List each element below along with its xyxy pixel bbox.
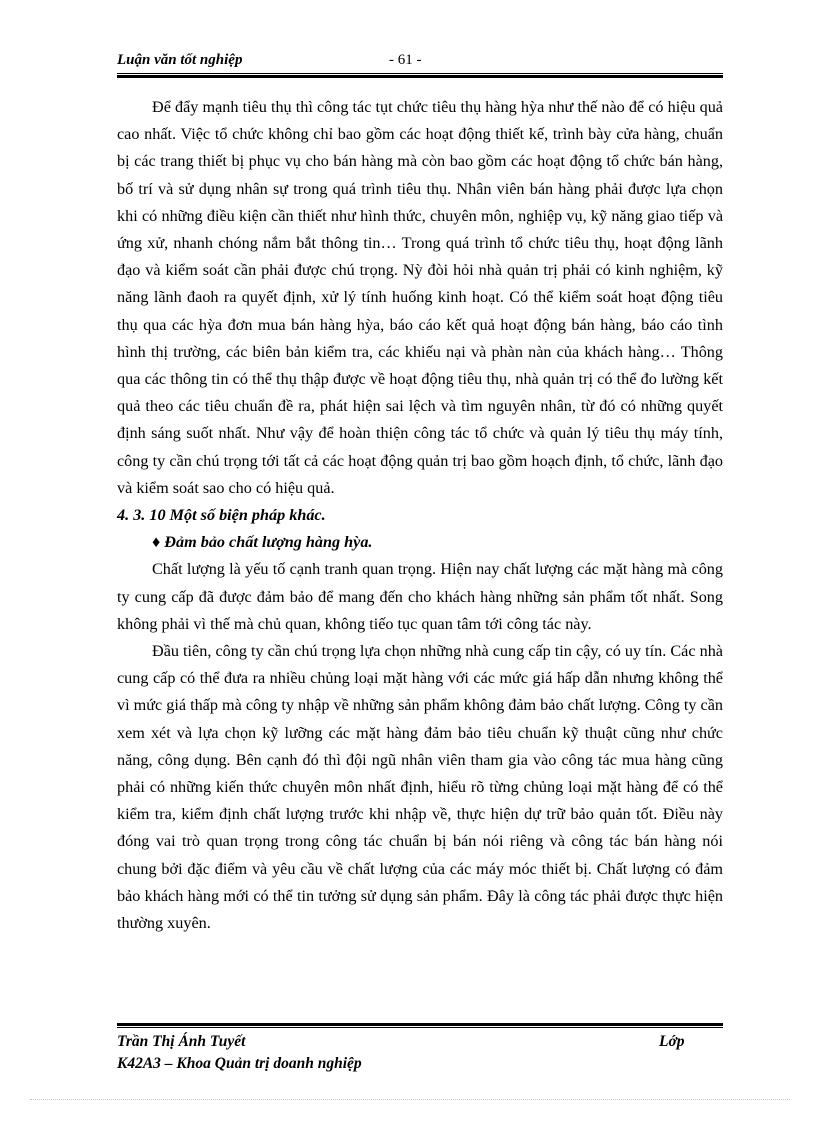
page-body bbox=[117, 94, 723, 937]
department-line: K42A3 – Khoa Quản trị doanh nghiệp bbox=[117, 1055, 362, 1072]
class-label: Lớp bbox=[659, 1033, 685, 1050]
page-bottom-dotted-line bbox=[30, 1099, 790, 1100]
page-header bbox=[117, 52, 723, 72]
paragraph-sales-organization: Để đẩy mạnh tiêu thụ thì công tác tụt chức tiêu thụ hàng hỳa như thế nào để có hiệu quả cao nhất. Việc tổ chức không chỉ bao gồm các hoạt động thiết kế, trình bày cửa hàng, chuẩn bị các trang thiết bị phục vụ cho bán hàng mà còn bao gồm các hoạt động tổ chức bán hàng, bố trí và sử dụng nhân sự trong quá trình tiêu thụ. Nhân viên bán hàng phải được lựa chọn khi có những điều kiện cần thiết như hình thức, chuyên môn, nghiệp vụ, kỹ năng giao tiếp và ứng xử, nhanh chóng nắm bắt thông tin… Trong quá trình tổ chức tiêu thụ, hoạt động lãnh đạo và kiểm soát cần phải được chú trọng. Nỳ đòi hỏi nhà quản trị phải có kinh nghiệm, kỹ năng lãnh đaoh ra quyết định, xử lý tính huống kinh hoạt. Có thể kiểm soát hoạt động tiêu thụ qua các hỳa đơn mua bán hàng hỳa, báo cáo kết quả hoạt động bán hàng, báo cáo tình hình thị trường, các biên bản kiểm tra, các khiếu nại và phàn nàn của khách hàng… Thông qua các thông tin có thể thụ thập được về hoạt động tiêu thụ, nhà quản trị có thể đo lường kết quả theo các tiêu chuẩn đề ra, phát hiện sai lệch và tìm nguyên nhân, từ đó có những quyết định sáng suốt nhất. Như vậy để hoàn thiện công tác tổ chức và quản lý tiêu thụ máy tính, công ty cần chú trọng tới tất cả các hoạt động quản trị bao gồm hoạch định, tổ chức, lãnh đạo và kiểm soát sao cho có hiệu quả. bbox=[117, 98, 723, 497]
document-title: Luận văn tốt nghiệp bbox=[117, 52, 243, 68]
paragraph-supplier-selection: Đầu tiên, công ty cần chú trọng lựa chọn những nhà cung cấp tin cậy, có uy tín. Các nhà cung cấp có thể đưa ra nhiều chủng loại mặt hàng với các mức giá hấp dẫn nhưng không thể vì mức giá thấp mà công ty nhập về những sản phẩm không đảm bảo chất lượng. Công ty cần xem xét và lựa chọn kỹ lưỡng các mặt hàng đảm bảo tiêu chuẩn kỹ thuật cũng như chức năng, công dụng. Bên cạnh đó thì đội ngũ nhân viên tham gia vào công tác mua hàng cũng phải có những kiến thức chuyên môn nhất định, hiểu rõ từng chủng loại mặt hàng để có thể kiểm tra, kiểm định chất lượng trước khi nhập về, thực hiện dự trữ bảo quản tốt. Điều này đóng vai trò quan trọng trong công tác chuẩn bị bán nói riêng và công tác bán hàng nói chung bởi đặc điểm và yêu cầu về chất lượng của các máy móc thiết bị. Chất lượng có đảm bảo khách hàng mới có thể tin tưởng sử dụng sản phẩm. Đây là công tác phải được thực hiện thường xuyên. bbox=[117, 642, 723, 933]
section-heading: 4. 3. 10 Một số biện pháp khác. bbox=[117, 506, 326, 525]
footer-rule bbox=[117, 1023, 723, 1028]
paragraph-quality-intro: Chất lượng là yếu tố cạnh tranh quan trọng. Hiện nay chất lượng các mặt hàng mà công ty cung cấp đã được đảm bảo để mang đến cho khách hàng những sản phẩm tốt nhất. Song không phải vì thế mà chủ quan, không tiếo tục quan tâm tới công tác này. bbox=[117, 560, 723, 633]
bullet-heading-quality: ♦ Đảm bảo chất lượng hàng hỳa. bbox=[152, 533, 373, 552]
author-name: Trần Thị Ánh Tuyết bbox=[117, 1033, 246, 1050]
header-rule bbox=[117, 73, 723, 78]
page-number: - 61 - bbox=[389, 52, 422, 68]
